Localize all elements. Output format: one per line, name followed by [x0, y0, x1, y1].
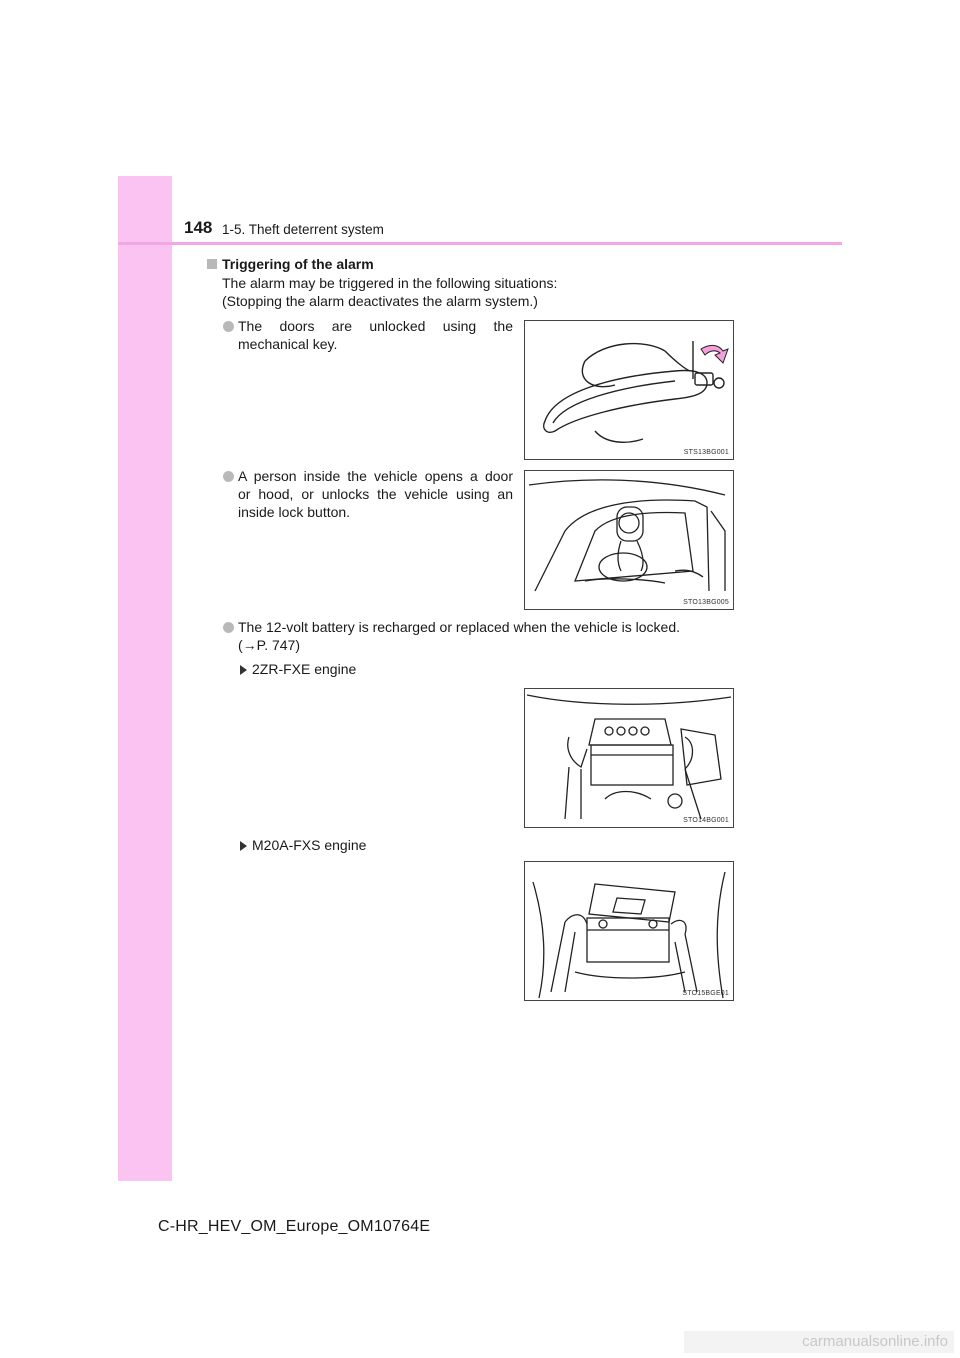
person-in-vehicle-icon [525, 471, 733, 609]
bullet-1-line-1: The doors are unlocked using the [238, 318, 513, 334]
intro-line-2: (Stopping the alarm deactivates the alarm system.) [222, 293, 538, 309]
figure-code: STO15BGE01 [682, 990, 729, 997]
sub-item-2zr-fxe: 2ZR-FXE engine [252, 661, 357, 677]
intro-line-1: The alarm may be triggered in the following situations: [222, 275, 558, 291]
subsection-heading: Triggering of the alarm [222, 256, 374, 272]
battery-m20a-fxs-icon [525, 862, 733, 1000]
header-rule [118, 242, 842, 245]
bullet-3-line-2: (→P. 747) [238, 637, 300, 653]
triangle-marker-icon [240, 665, 247, 675]
door-handle-key-icon [525, 321, 733, 459]
round-bullet-icon [223, 321, 234, 332]
figure-code: STS13BG001 [683, 449, 729, 456]
round-bullet-icon [223, 471, 234, 482]
square-bullet-icon [207, 259, 217, 269]
bullet-1-line-2: mechanical key. [238, 336, 338, 352]
door-handle-key-figure [524, 320, 734, 460]
figure-code: STO13BG005 [683, 599, 729, 606]
page-number: 148 [184, 218, 213, 237]
bullet-3-line-1: The 12-volt battery is recharged or replaced when the vehicle is locked. [238, 619, 681, 635]
side-tab-band [118, 176, 172, 1181]
bullet-2-line-3: inside lock button. [238, 504, 351, 520]
document-code: C-HR_HEV_OM_Europe_OM10764E [158, 1218, 431, 1235]
section-title: 1-5. Theft deterrent system [222, 222, 384, 237]
sub-item-m20a-fxs: M20A-FXS engine [252, 837, 367, 853]
round-bullet-icon [223, 622, 234, 633]
battery-2zr-fxe-icon [525, 689, 733, 827]
watermark: carmanualsonline.info [684, 1331, 954, 1353]
bullet-2-line-1: A person inside the vehicle opens a door [238, 468, 513, 484]
person-in-vehicle-figure [524, 470, 734, 610]
battery-2zr-fxe-figure [524, 688, 734, 828]
battery-m20a-fxs-figure [524, 861, 734, 1001]
figure-code: STO14BG001 [683, 817, 729, 824]
triangle-marker-icon [240, 841, 247, 851]
bullet-2-line-2: or hood, or unlocks the vehicle using an [238, 486, 513, 502]
